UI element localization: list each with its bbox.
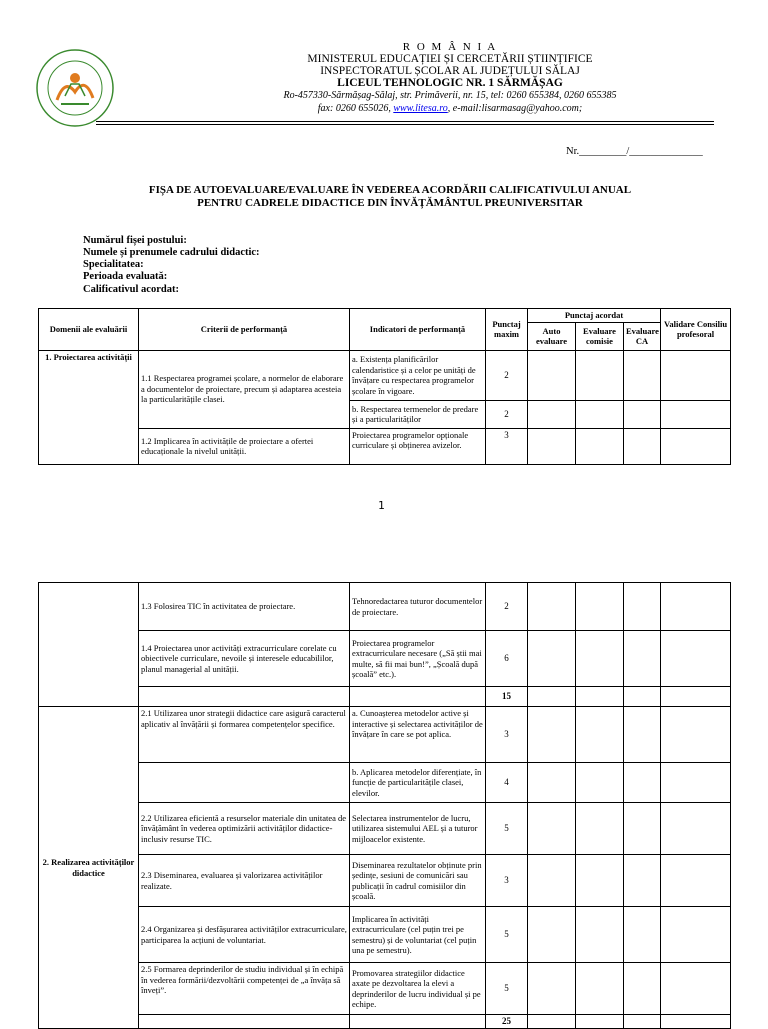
- commission-eval-input[interactable]: [576, 1015, 624, 1029]
- criteria-cell: 1.3 Folosirea TIC în activitatea de proiectare.: [139, 583, 350, 631]
- ca-eval-input[interactable]: [624, 350, 661, 400]
- criteria-cell: 2.3 Diseminarea, evaluarea și valorizarea activităților realizate.: [139, 855, 350, 907]
- header-address: Ro-457330-Sărmășag-Sălaj, str. Primăverii, nr. 15, tel: 0260 655384, 0260 655385: [283, 90, 617, 101]
- self-eval-input[interactable]: [528, 855, 576, 907]
- indicator-cell: [350, 687, 486, 707]
- domain-cell: [39, 583, 139, 707]
- commission-eval-input[interactable]: [576, 631, 624, 687]
- field-rating: Calificativul acordat:: [83, 284, 179, 295]
- table-row: [39, 963, 731, 1015]
- validation-input[interactable]: [661, 400, 731, 428]
- header-ministry: MINISTERUL EDUCAȚIEI ȘI CERCETĂRII ȘTIINȚIFICE: [307, 53, 593, 65]
- indicator-cell: Implicarea în activități extracurriculare (cel puțin trei pe semestru) și de voluntariat (cel puțin una pe semestru).: [350, 907, 486, 963]
- header-fax: fax: 0260 655026,: [317, 103, 391, 114]
- registration-number: Nr._________/______________: [566, 146, 703, 157]
- score-cell: 3: [486, 707, 528, 763]
- validation-input[interactable]: [661, 803, 731, 855]
- table-row-total: [39, 687, 731, 707]
- ca-eval-input[interactable]: [624, 687, 661, 707]
- commission-eval-input[interactable]: [576, 350, 624, 400]
- ca-eval-input[interactable]: [624, 631, 661, 687]
- header-self-eval: Auto evaluare: [528, 322, 576, 350]
- ca-eval-input[interactable]: [624, 763, 661, 803]
- score-cell: 2: [486, 350, 528, 400]
- header-school: LICEUL TEHNOLOGIC NR. 1 SĂRMĂȘAG: [337, 77, 563, 89]
- commission-eval-input[interactable]: [576, 687, 624, 707]
- indicator-cell: b. Respectarea termenelor de predare și a particularităților: [350, 400, 486, 428]
- indicator-cell: a. Existența planificărilor calendaristice și a celor pe unități de învățare cu respectarea programelor școlare în vigoare.: [350, 350, 486, 400]
- header-email: , e-mail:lisarmasag@yahoo.com;: [447, 103, 583, 114]
- score-cell: 2: [486, 583, 528, 631]
- indicator-cell: Promovarea strategiilor didactice axate pe dezvoltarea la elevi a deprinderilor de lucru individual și pe echipe.: [350, 963, 486, 1015]
- self-eval-input[interactable]: [528, 1015, 576, 1029]
- ca-eval-input[interactable]: [624, 428, 661, 464]
- header-commission-eval: Evaluare comisie: [576, 322, 624, 350]
- header-country: R O M Â N I A: [402, 41, 498, 53]
- header-max-score: Punctaj maxim: [486, 309, 528, 351]
- table-row: [39, 803, 731, 855]
- commission-eval-input[interactable]: [576, 855, 624, 907]
- indicator-cell: a. Cunoașterea metodelor active și interactive și selectarea activităților de învățare în care se pot aplica.: [350, 707, 486, 763]
- ca-eval-input[interactable]: [624, 1015, 661, 1029]
- indicator-cell: Diseminarea rezultatelor obținute prin ședințe, sesiuni de comunicări sau publicații în cadrul comisiilor din școală.: [350, 855, 486, 907]
- table-row: [39, 707, 731, 763]
- criteria-cell: 2.2 Utilizarea eficientă a resurselor materiale din unitatea de învățământ în vederea optimizării activităților didactice-inclusiv resurse TIC.: [139, 803, 350, 855]
- total-score-cell: 25: [486, 1015, 528, 1029]
- ca-eval-input[interactable]: [624, 855, 661, 907]
- table-row-total: [39, 1015, 731, 1029]
- ca-eval-input[interactable]: [624, 583, 661, 631]
- validation-input[interactable]: [661, 963, 731, 1015]
- criteria-cell: [139, 1015, 350, 1029]
- score-cell: 3: [486, 855, 528, 907]
- indicator-cell: Selectarea instrumentelor de lucru, utilizarea sistemului AEL și a tuturor mijloacelor existente.: [350, 803, 486, 855]
- commission-eval-input[interactable]: [576, 428, 624, 464]
- table-row: [39, 583, 731, 631]
- commission-eval-input[interactable]: [576, 400, 624, 428]
- score-cell: 5: [486, 963, 528, 1015]
- ca-eval-input[interactable]: [624, 707, 661, 763]
- validation-input[interactable]: [661, 707, 731, 763]
- header-divider-top: [96, 121, 714, 122]
- header-ca-eval: Evaluare CA: [624, 322, 661, 350]
- criteria-cell: 2.1 Utilizarea unor strategii didactice care asigură caracterul aplicativ al învățării și formarea competențelor specifice.: [139, 707, 350, 763]
- ca-eval-input[interactable]: [624, 400, 661, 428]
- score-cell: 6: [486, 631, 528, 687]
- page-number: 1: [378, 499, 385, 512]
- validation-input[interactable]: [661, 583, 731, 631]
- title-line-1: FIȘA DE AUTOEVALUARE/EVALUARE ÎN VEDEREA ACORDĂRII CALIFICATIVULUI ANUAL: [148, 184, 632, 196]
- validation-input[interactable]: [661, 350, 731, 400]
- indicator-cell: Proiectarea programelor opționale curriculare și obținerea avizelor.: [350, 428, 486, 464]
- table-row: [39, 855, 731, 907]
- commission-eval-input[interactable]: [576, 803, 624, 855]
- table-row: [39, 907, 731, 963]
- self-eval-input[interactable]: [528, 963, 576, 1015]
- commission-eval-input[interactable]: [576, 707, 624, 763]
- validation-input[interactable]: [661, 907, 731, 963]
- self-eval-input[interactable]: [528, 907, 576, 963]
- domain-cell: 1. Proiectarea activității: [39, 350, 139, 464]
- self-eval-input[interactable]: [528, 803, 576, 855]
- indicator-cell: Proiectarea programelor extracurriculare necesare („Să știi mai multe, să fii mai bun!”, „Școală după școală” etc.).: [350, 631, 486, 687]
- validation-input[interactable]: [661, 687, 731, 707]
- table-row: [39, 763, 731, 803]
- website-link[interactable]: www.litesa.ro: [393, 103, 448, 114]
- field-job-sheet-number: Numărul fișei postului:: [83, 235, 187, 246]
- criteria-cell: [139, 687, 350, 707]
- table-row: [39, 350, 731, 400]
- self-eval-input[interactable]: [528, 428, 576, 464]
- criteria-cell: [139, 763, 350, 803]
- table-row: [39, 428, 731, 464]
- criteria-cell: 1.2 Implicarea în activitățile de proiectare a ofertei educaționale la nivelul unității.: [139, 428, 350, 464]
- self-eval-input[interactable]: [528, 400, 576, 428]
- validation-input[interactable]: [661, 763, 731, 803]
- commission-eval-input[interactable]: [576, 907, 624, 963]
- score-cell: 5: [486, 803, 528, 855]
- self-eval-input[interactable]: [528, 763, 576, 803]
- ca-eval-input[interactable]: [624, 803, 661, 855]
- indicator-cell: b. Aplicarea metodelor diferențiate, în funcție de particularitățile clasei, elevilor.: [350, 763, 486, 803]
- self-eval-input[interactable]: [528, 707, 576, 763]
- header-validation: Validare Consiliu profesoral: [661, 309, 731, 351]
- ca-eval-input[interactable]: [624, 907, 661, 963]
- commission-eval-input[interactable]: [576, 763, 624, 803]
- total-score-cell: 15: [486, 687, 528, 707]
- criteria-cell: 2.5 Formarea deprinderilor de studiu individual și în echipă în vederea formării/dezvoltării competenței de „a învăța să înveți”.: [139, 963, 350, 1015]
- validation-input[interactable]: [661, 855, 731, 907]
- evaluation-table-page2: [38, 582, 731, 1029]
- score-cell: 3: [486, 428, 528, 464]
- title-line-2: PENTRU CADRELE DIDACTICE DIN ÎNVĂȚĂMÂNTUL PREUNIVERSITAR: [197, 197, 583, 209]
- criteria-cell: 1.4 Proiectarea unor activități extracurriculare corelate cu obiectivele curriculare, nevoile și interesele educabililor, planul managerial al unității.: [139, 631, 350, 687]
- header-inspectorate: INSPECTORATUL ȘCOLAR AL JUDEȚULUI SĂLAJ: [320, 65, 580, 77]
- criteria-cell: 1.1 Respectarea programei școlare, a normelor de elaborare a documentelor de proiectare, precum și adaptarea acesteia la particularitățile clasei.: [139, 350, 350, 428]
- self-eval-input[interactable]: [528, 687, 576, 707]
- ca-eval-input[interactable]: [624, 963, 661, 1015]
- criteria-cell: 2.4 Organizarea și desfășurarea activităților extracurriculare, participarea la acțiuni de voluntariat.: [139, 907, 350, 963]
- field-teacher-name: Numele și prenumele cadrului didactic:: [83, 247, 260, 258]
- indicator-cell: Tehnoredactarea tuturor documentelor de proiectare.: [350, 583, 486, 631]
- score-cell: 4: [486, 763, 528, 803]
- header-awarded-score: Punctaj acordat: [528, 309, 661, 323]
- self-eval-input[interactable]: [528, 350, 576, 400]
- validation-input[interactable]: [661, 428, 731, 464]
- school-logo: [35, 48, 115, 128]
- table-row: [39, 631, 731, 687]
- self-eval-input[interactable]: [528, 583, 576, 631]
- evaluation-table-page1: [38, 308, 731, 465]
- field-specialty: Specialitatea:: [83, 259, 144, 270]
- commission-eval-input[interactable]: [576, 583, 624, 631]
- score-cell: 5: [486, 907, 528, 963]
- header-indicators: Indicatori de performanță: [350, 309, 486, 351]
- field-evaluated-period: Perioada evaluată:: [83, 271, 168, 282]
- header-criteria: Criterii de performanță: [139, 309, 350, 351]
- self-eval-input[interactable]: [528, 631, 576, 687]
- header-divider-bottom: [96, 124, 714, 125]
- validation-input[interactable]: [661, 631, 731, 687]
- header-contact: [200, 103, 700, 115]
- header-domain: Domenii ale evaluării: [39, 309, 139, 351]
- score-cell: 2: [486, 400, 528, 428]
- indicator-cell: [350, 1015, 486, 1029]
- domain-cell: 2. Realizarea activităților didactice: [39, 707, 139, 1029]
- commission-eval-input[interactable]: [576, 963, 624, 1015]
- validation-input[interactable]: [661, 1015, 731, 1029]
